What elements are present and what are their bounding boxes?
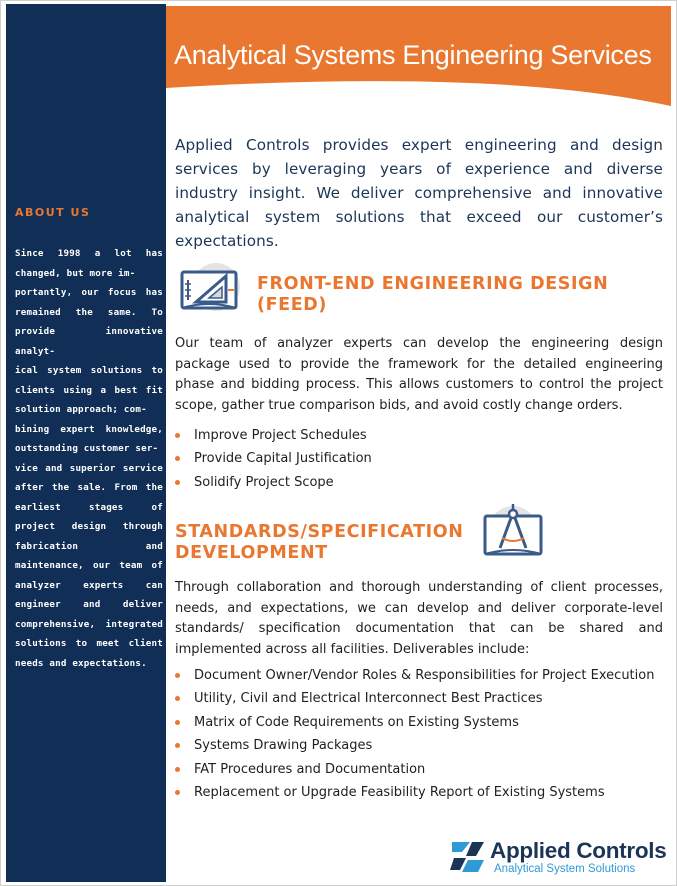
drafting-ruler-icon <box>176 260 246 318</box>
logo-name: Applied Controls <box>490 838 667 863</box>
title-banner <box>166 6 671 108</box>
logo-mark-icon <box>448 836 488 876</box>
bullet-dot <box>175 767 180 772</box>
page-title: Analytical Systems Engineering Services <box>174 40 652 70</box>
feed-bullet-list <box>173 424 653 494</box>
bullet-dot <box>175 433 180 438</box>
standards-heading: STANDARDS/SPECIFICATION DEVELOPMENT <box>175 522 464 563</box>
list-item: Systems Drawing Packages <box>173 734 663 757</box>
list-item: Replacement or Upgrade Feasibility Report of Existing Systems <box>173 781 663 804</box>
sidebar <box>6 4 166 882</box>
company-logo <box>448 836 670 878</box>
standards-bullet-list <box>173 664 663 804</box>
logo-tagline: Analytical System Solutions <box>494 863 636 875</box>
bullet-dot <box>175 696 180 701</box>
list-item: FAT Procedures and Documentation <box>173 758 663 781</box>
feed-heading: FRONT-END ENGINEERING DESIGN (FEED) <box>257 274 609 315</box>
intro-paragraph: Applied Controls provides expert engineering and design services by leveraging years of experience and diverse industry insight. We deliver comprehensive and innovative analytical system solutions that exceed our customer’s expectations. <box>175 136 663 250</box>
standards-body: Through collaboration and thorough understanding of client processes, needs, and expectations, we can develop and deliver corporate-level standards/ specification documentation that can be shared and implemented across all facilities. Deliverables include: <box>175 580 663 657</box>
bullet-dot <box>175 673 180 678</box>
about-heading: ABOUT US <box>15 206 91 219</box>
bullet-dot <box>175 790 180 795</box>
list-item: Provide Capital Justification <box>173 447 653 470</box>
bullet-dot <box>175 743 180 748</box>
list-item: Document Owner/Vendor Roles & Responsibilities for Project Execution <box>173 664 663 687</box>
about-text: Since 1998 a lot has changed, but more im- portantly, our focus has remained the same. To provide innovative analyt- ical system solutions to clients using a best fit solution approach; com- bining expert knowledge, outstanding customer ser- vice and superior service after the sale. From the earliest stages of project design through fabrication and maintenance, our team of analyzer experts can engineer and deliver comprehensive, integrated solutions to meet client needs and expectations. <box>15 248 163 669</box>
drafting-compass-icon <box>480 500 546 562</box>
list-item: Utility, Civil and Electrical Interconnect Best Practices <box>173 687 663 710</box>
list-item: Solidify Project Scope <box>173 471 653 494</box>
list-item: Matrix of Code Requirements on Existing Systems <box>173 711 663 734</box>
bullet-dot <box>175 480 180 485</box>
bullet-dot <box>175 720 180 725</box>
bullet-dot <box>175 456 180 461</box>
feed-body: Our team of analyzer experts can develop the engineering design package used to provide the framework for the detailed engineering phase and bidding process. This allows customers to control the project scope, gather true comparison bids, and avoid costly change orders. <box>175 336 663 413</box>
list-item: Improve Project Schedules <box>173 424 653 447</box>
